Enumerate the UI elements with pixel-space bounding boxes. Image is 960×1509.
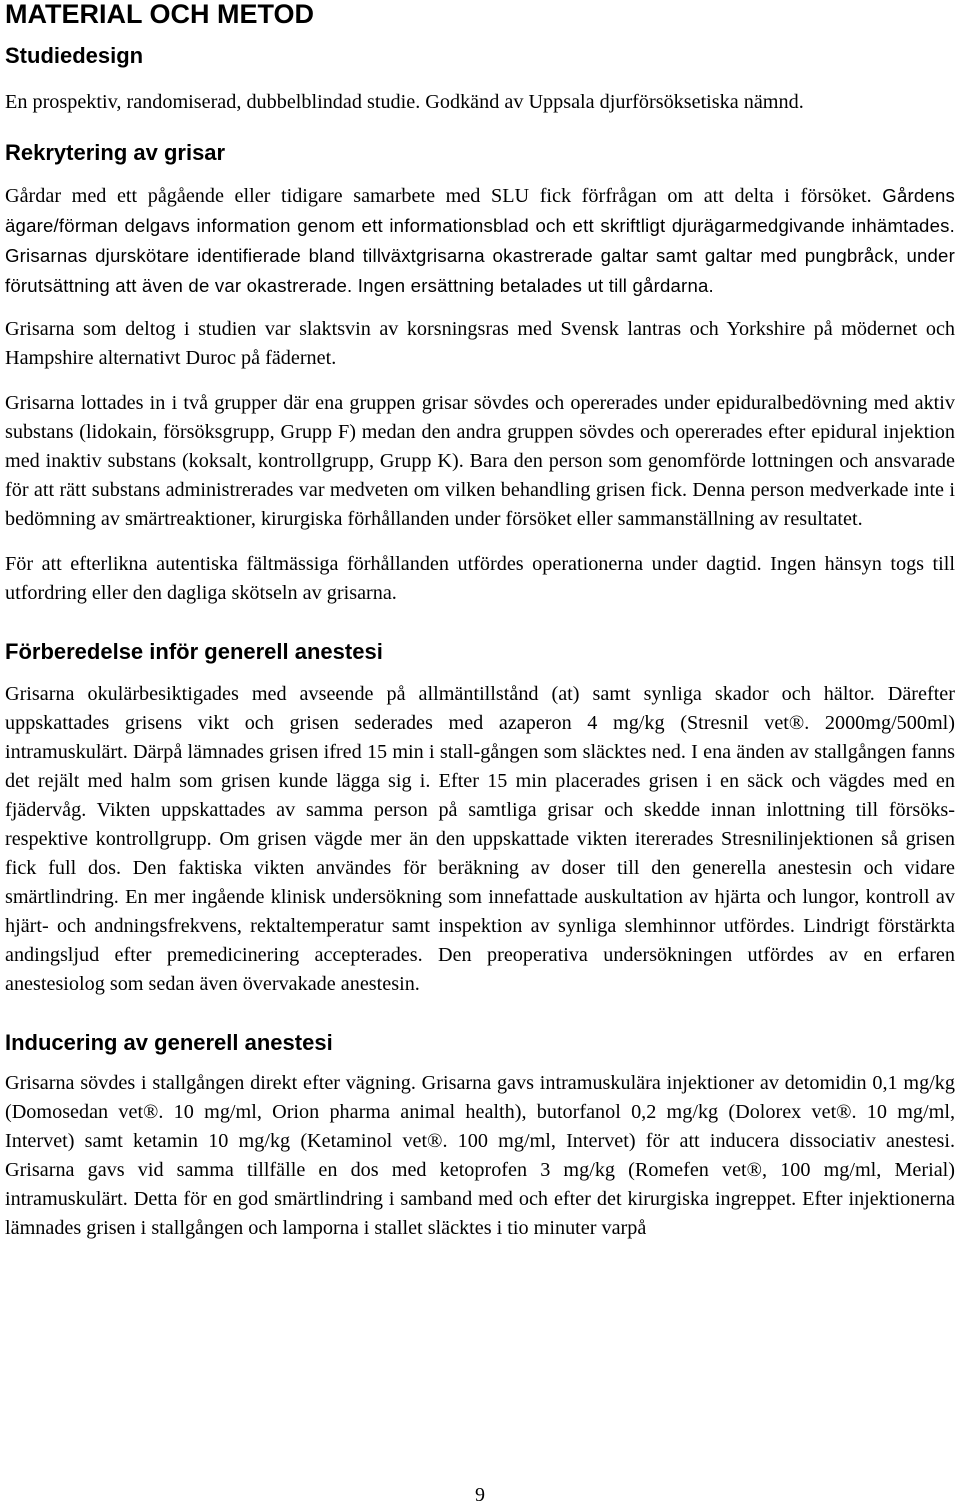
- paragraph-faltforhallanden: För att efterlikna autentiska fältmässiga förhållanden utfördes operationerna under dagtid. Ingen hänsyn togs till utfordring eller den dagliga skötseln av grisarna.: [5, 553, 955, 604]
- paragraph-forberedelse: Grisarna okulärbesiktigades med avseende på allmäntillstånd (at) samt synliga skador och hältor. Därefter uppskattades grisens vikt och grisen sederades med azaperon 4 mg/kg (Stresnil vet®. 2000mg/500ml) intramuskulärt. Därpå lämnades grisen ifred 15 min i stall-gången som släcktes ned. I ena änden av stallgången fanns det rejält med halm som grisen kunde lägga sig i. Efter 15 min placerades grisen i en säck och vägdes med en fjädervåg. Vikten uppskattades av samma person på samtliga grisar och skedde innan inlottning till försöks- respektive kontrollgrupp. Om grisen vägde mer än den uppskattade vikten itererades Stresnilinjektionen så grisen fick full dos. Den faktiska vikten användes för beräkning av doser till den generella anestesin och vidare smärtlindring. En mer ingående klinisk undersökning som innefattade auskultation av hjärta och lungor, kontroll av hjärt- och andningsfrekvens, rektaltemperatur samt inspektion av synliga slemhinnor utfördes. Lindrigt förstärkta andingsljud efter premedicinering accepterades. Den preoperativa undersökningen utfördes av en erfaren anestesiolog som sedan även övervakade anestesin.: [5, 683, 955, 995]
- heading-studiedesign: Studiedesign: [5, 43, 144, 68]
- document-page: [5, 0, 955, 1243]
- paragraph-studiedesign: En prospektiv, randomiserad, dubbelblindad studie. Godkänd av Uppsala djurförsöksetiska nämnd.: [5, 91, 804, 113]
- paragraph-korsningsras: Grisarna som deltog i studien var slaktsvin av korsningsras med Svensk lantras och Yorkshire på mödernet och Hampshire alternativt Duroc på fädernet.: [5, 318, 955, 369]
- paragraph-inducering: Grisarna sövdes i stallgången direkt efter vägning. Grisarna gavs intramuskulära injektioner av detomidin 0,1 mg/kg (Domosedan vet®. 10 mg/ml, Orion pharma animal health), butorfanol 0,2 mg/kg (Dolorex vet®. 10 mg/ml, Intervet) samt ketamin 10 mg/kg (Ketaminol vet®. 100 mg/ml, Intervet) för att inducera dissociativ anestesi. Grisarna gavs vid samma tillfälle en dos med ketoprofen 3 mg/kg (Romefen vet®, 100 mg/ml, Merial) intramuskulärt. Detta för en god smärtlindring i samband med och efter det kirurgiska ingreppet. Efter injektionerna lämnades grisen i stallgången och lamporna i stallet släcktes i tio minuter varpå: [5, 1072, 955, 1239]
- paragraph-rekrytering: [5, 181, 955, 301]
- heading-forberedelse: Förberedelse inför generell anestesi: [5, 639, 383, 664]
- heading-inducering: Inducering av generell anestesi: [5, 1030, 333, 1055]
- text-sans-part: Gårdens ägare/förman delgavs information genom ett informationsblad och ett skriftligt djurägarmedgivande inhämtades.: [5, 185, 955, 236]
- text-rest-part: Grisarnas djurskötare identifierade bland tillväxtgrisarna okastrerade galtar samt galtar med pungbråck, under förutsättning att även de var okastrerade. Ingen ersättning betalades ut till gårdarna.: [5, 245, 955, 296]
- paragraph-lottning: Grisarna lottades in i två grupper där ena gruppen grisar sövdes och opererades under epiduralbedövning med aktiv substans (lidokain, försöksgrupp, Grupp F) medan den andra gruppen sövdes och opererades efter epidural injektion med inaktiv substans (koksalt, kontrollgrupp, Grupp K). Bara den person som genomförde lottningen och ansvarade för att rätt substans administrerades var medveten om vilken behandling grisen fick. Denna person medverkade inte i bedömning av smärtreaktioner, kirurgiska förhållanden under försöket eller sammanställning av resultatet.: [5, 392, 955, 530]
- document-title: MATERIAL OCH METOD: [5, 0, 314, 29]
- page-number: 9: [475, 1484, 485, 1506]
- text-serif-part: Gårdar med ett pågående eller tidigare samarbete med SLU fick förfrågan om att delta i försöket.: [5, 185, 872, 207]
- heading-rekrytering: Rekrytering av grisar: [5, 140, 226, 165]
